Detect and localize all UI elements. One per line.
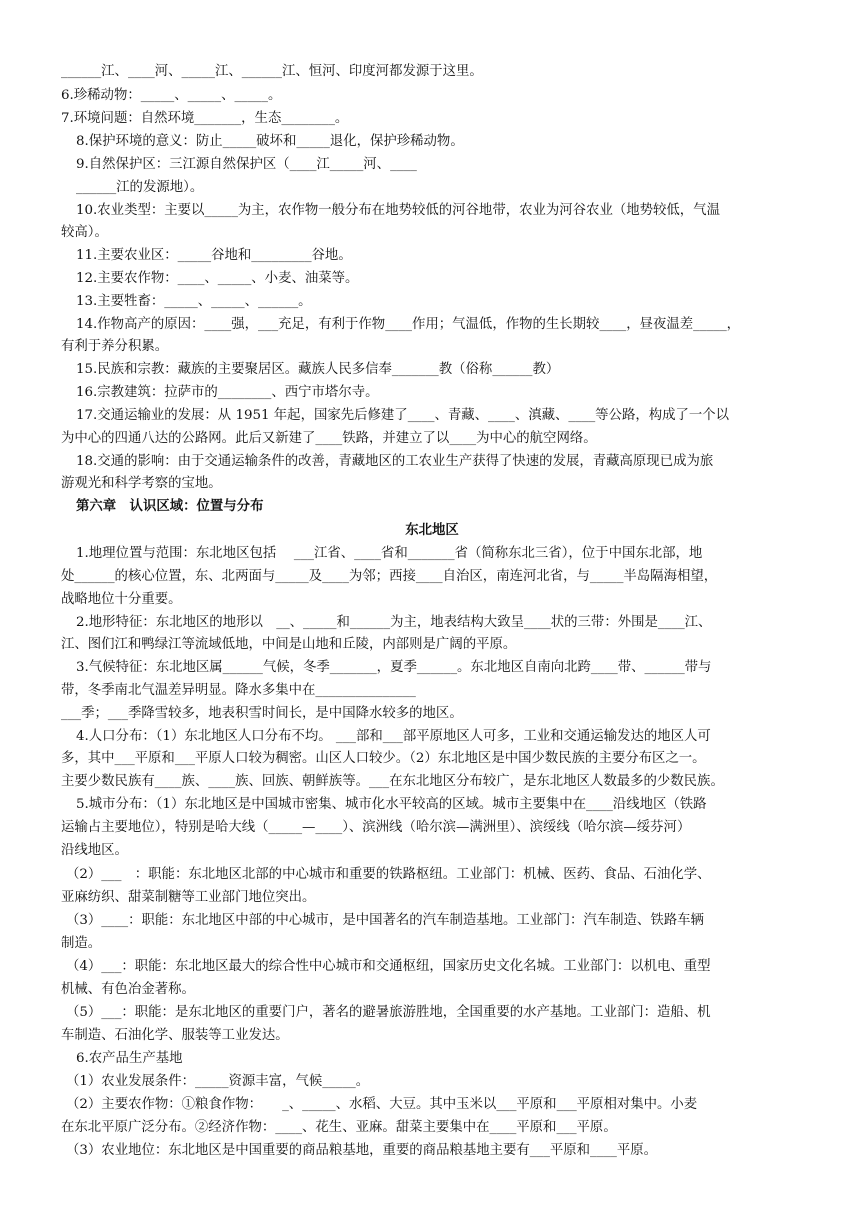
text-line: ______江的发源地）。: [76, 180, 204, 195]
text-line: 1.地理位置与范围：东北地区包括 ___江省、____省和_______省（简称东北三省），位于中国东北部，地: [76, 546, 703, 561]
section-title: 东北地区: [405, 522, 459, 538]
text-line: 6.珍稀动物：_____、_____、_____。: [61, 88, 282, 103]
text-line: （3）农业地位：东北地区是中国重要的商品粮基地，重要的商品粮基地主要有___平原和____平原。: [66, 1143, 658, 1158]
text-line: 14.作物高产的原因：____强，___充足，有利于作物____作用；气温低，作物的生长期较____，昼夜温差_____，: [76, 317, 741, 332]
text-line: 运输占主要地位），特别是哈大线（_____—____）、滨洲线（哈尔滨—满洲里）、滨绥线（哈尔滨—绥芬河）: [61, 820, 691, 835]
text-line: 多，其中___平原和___平原人口较为稠密。山区人口较少。（2）东北地区是中国少数民族的主要分布区之一。: [61, 751, 706, 766]
text-line: 9.自然保护区：三江源自然保护区（____江_____河、____: [76, 157, 417, 172]
text-line: （3）____：职能：东北地区中部的中心城市，是中国著名的汽车制造基地。工业部门：汽车制造、铁路车辆: [66, 913, 704, 928]
text-line: 沿线地区。: [61, 843, 128, 858]
text-line: （5）___：职能：是东北地区的重要门户，著名的避暑旅游胜地，全国重要的水产基地。工业部门：造船、机: [66, 1005, 711, 1020]
text-line: 为中心的四通八达的公路网。此后又新建了____铁路，并建立了以____为中心的航空网络。: [61, 431, 597, 446]
text-line: 处______的核心位置，东、北两面与_____及____为邻；西接____自治区，南连河北省，与_____半岛隔海相望，: [61, 569, 718, 584]
text-line: 2.地形特征：东北地区的地形以 __、_____和______为主，地表结构大致呈____状的三带：外围是____江、: [76, 615, 712, 630]
text-line: （4）___：职能：东北地区最大的综合性中心城市和交通枢纽，国家历史文化名城。工业部门：以机电、重型: [66, 959, 711, 974]
text-line: 12.主要农作物：____、_____、小麦、油菜等。: [76, 271, 359, 286]
text-line: 18.交通的影响：由于交通运输条件的改善，青藏地区的工农业生产获得了快速的发展，青藏高原现已成为旅: [76, 454, 714, 469]
text-line: 亚麻纺织、甜菜制糖等工业部门地位突出。: [61, 890, 316, 905]
text-line: 10.农业类型：主要以_____为主，农作物一般分布在地势较低的河谷地带，农业为河谷农业（地势较低，气温: [76, 203, 720, 218]
text-line: 战略地位十分重要。: [61, 592, 182, 607]
text-line: 主要少数民族有____族、____族、回族、朝鲜族等。___在东北地区分布较广，是东北地区人数最多的少数民族。: [61, 774, 724, 789]
text-line: 13.主要牲畜：_____、_____、______。: [76, 294, 312, 309]
text-line: （1）农业发展条件：_____资源丰富，气候_____。: [66, 1074, 370, 1089]
text-line: 带，冬季南北气温差异明显。降水多集中在_______________: [61, 683, 416, 698]
text-line: ___季；___季降雪较多，地表积雪时间长，是中国降水较多的地区。: [61, 706, 463, 721]
text-line: 机械、有色冶金著称。: [61, 982, 195, 997]
text-line: 有利于养分积累。: [61, 339, 169, 354]
chapter-heading: 第六章 认识区域：位置与分布: [76, 498, 264, 514]
text-line: 17.交通运输业的发展：从 1951 年起，国家先后修建了____、青藏、____、滇藏、____等公路，构成了一个以: [76, 408, 730, 423]
text-line: 7.环境问题：自然环境_______，生态________。: [61, 111, 349, 126]
text-line: 15.民族和宗教：藏族的主要聚居区。藏族人民多信奉_______教（俗称______教）: [76, 362, 560, 377]
text-line: 11.主要农业区：_____谷地和_________谷地。: [76, 248, 352, 263]
text-line: （2）___ ：职能：东北地区北部的中心城市和重要的铁路枢纽。工业部门：机械、医药、食品、石油化学、: [66, 867, 711, 882]
text-line: 4.人口分布：（1）东北地区人口分布不均。 ___部和___部平原地区人可多，工业和交通运输发达的地区人可: [76, 729, 711, 744]
text-line: 制造。: [61, 936, 102, 951]
text-line: 6.农产品生产基地: [76, 1051, 183, 1066]
text-line: 在东北平原广泛分布。②经济作物：____、花生、亚麻。甜菜主要集中在____平原和___平原。: [61, 1120, 617, 1135]
text-line: 江、图们江和鸭绿江等流域低地，中间是山地和丘陵，内部则是广阔的平原。: [61, 637, 517, 652]
text-line: 16.宗教建筑：拉萨市的________、西宁市塔尔寺。: [76, 385, 379, 400]
text-line: ______江、____河、_____江、______江、恒河、印度河都发源于这里。: [61, 64, 483, 79]
text-line: 较高）。: [61, 225, 108, 240]
text-line: 8.保护环境的意义：防止_____破坏和_____退化，保护珍稀动物。: [76, 134, 464, 149]
text-line: 游观光和科学考察的宝地。: [61, 476, 222, 491]
text-line: 5.城市分布：（1）东北地区是中国城市密集、城市化水平较高的区域。城市主要集中在____沿线地区（铁路: [76, 797, 707, 812]
text-line: 车制造、石油化学、服装等工业发达。: [61, 1028, 289, 1043]
text-line: （2）主要农作物：①粮食作物： _、_____、水稻、大豆。其中玉米以___平原和___平原相对集中。小麦: [66, 1097, 698, 1112]
text-line: 3.气候特征：东北地区属______气候，冬季_______，夏季______。东北地区自南向北跨____带、______带与: [76, 660, 712, 675]
